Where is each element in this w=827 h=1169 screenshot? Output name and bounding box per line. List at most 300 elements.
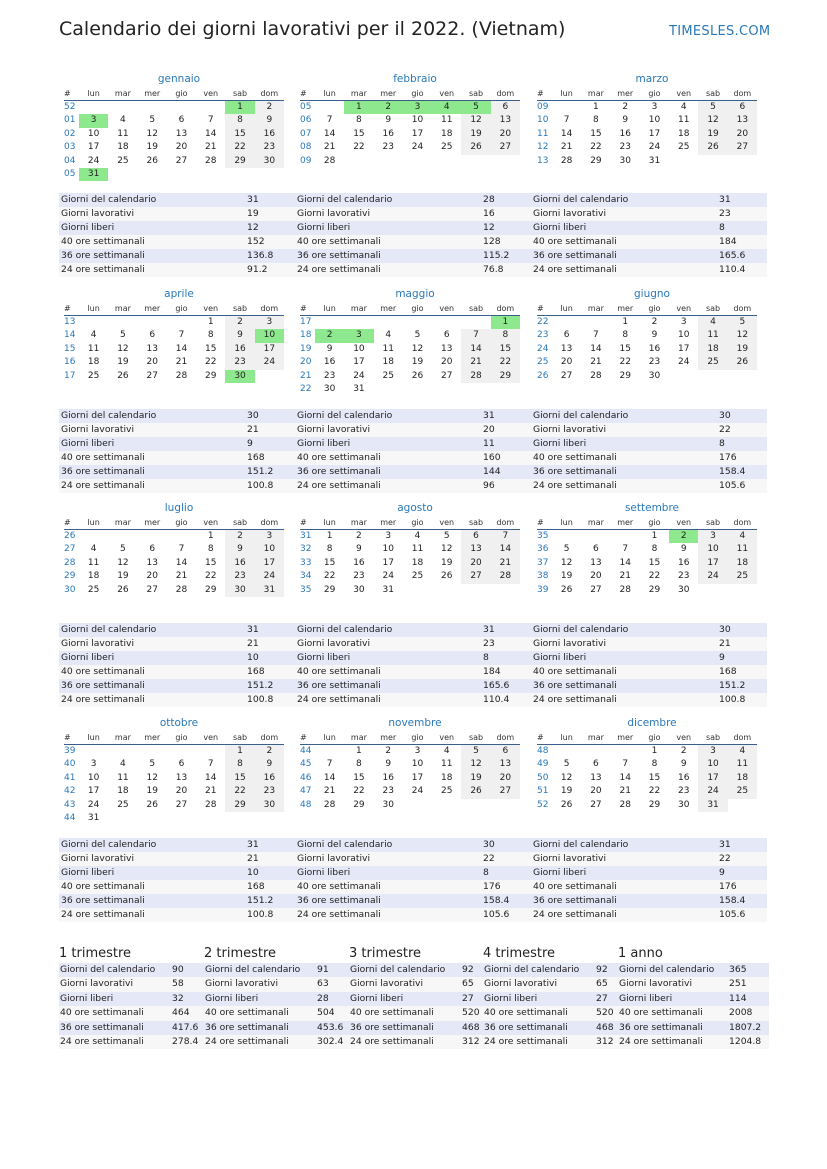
day-cell[interactable]: 17 <box>411 128 424 139</box>
day-cell[interactable]: 22 <box>205 357 217 368</box>
day-cell[interactable]: 25 <box>698 356 727 369</box>
day-cell[interactable]: 10 <box>698 758 727 771</box>
day-cell[interactable]: 2 <box>374 101 403 114</box>
day-cell[interactable]: 5 <box>149 759 156 770</box>
day-cell[interactable]: 29 <box>619 370 631 381</box>
day-cell[interactable]: 12 <box>698 114 727 127</box>
day-cell[interactable]: 13 <box>146 343 158 354</box>
day-cell[interactable]: 1 <box>356 746 362 756</box>
day-cell[interactable]: 4 <box>120 115 126 126</box>
day-cell[interactable]: 6 <box>461 530 490 543</box>
day-cell[interactable]: 8 <box>356 759 362 770</box>
day-cell[interactable]: 20 <box>441 357 453 368</box>
day-cell[interactable]: 9 <box>225 543 254 556</box>
day-cell[interactable]: 8 <box>491 329 520 342</box>
day-cell[interactable]: 2 <box>255 745 284 758</box>
day-cell[interactable]: 20 <box>146 357 158 368</box>
day-cell[interactable]: 27 <box>560 370 573 381</box>
day-cell[interactable]: 6 <box>149 330 156 341</box>
day-cell[interactable]: 15 <box>619 343 631 354</box>
day-cell[interactable]: 7 <box>461 329 490 342</box>
day-cell[interactable]: 20 <box>728 128 757 141</box>
day-cell[interactable]: 15 <box>491 343 520 356</box>
day-cell[interactable]: 28 <box>491 570 520 583</box>
day-cell[interactable]: 15 <box>225 128 254 141</box>
day-cell[interactable]: 12 <box>728 329 757 342</box>
day-cell[interactable]: 27 <box>441 370 453 381</box>
day-cell[interactable]: 11 <box>441 115 453 126</box>
day-cell[interactable]: 18 <box>411 557 424 568</box>
day-cell[interactable]: 10 <box>87 772 100 783</box>
day-cell[interactable]: 20 <box>491 128 520 141</box>
day-cell[interactable]: 21 <box>560 142 573 153</box>
day-cell[interactable]: 17 <box>382 557 394 568</box>
day-cell[interactable]: 22 <box>619 357 631 368</box>
day-cell[interactable]: 9 <box>255 758 284 771</box>
day-cell[interactable]: 5 <box>120 544 126 555</box>
day-cell[interactable]: 31 <box>87 812 100 823</box>
day-cell[interactable]: 23 <box>255 141 284 154</box>
day-cell[interactable]: 22 <box>491 356 520 369</box>
brand-logo[interactable]: TIMESLES.COM <box>669 24 771 39</box>
day-cell[interactable]: 6 <box>593 759 599 770</box>
day-cell[interactable]: 28 <box>175 584 188 595</box>
day-cell[interactable]: 20 <box>491 772 520 785</box>
day-cell[interactable]: 3 <box>698 745 727 758</box>
day-cell[interactable]: 7 <box>563 115 570 126</box>
day-cell[interactable]: 2 <box>680 746 687 756</box>
day-cell[interactable]: 11 <box>117 772 129 783</box>
day-cell[interactable]: 20 <box>590 786 602 797</box>
day-cell[interactable]: 27 <box>146 584 158 595</box>
day-cell[interactable]: 1 <box>622 317 629 327</box>
day-cell[interactable]: 15 <box>648 772 661 783</box>
day-cell[interactable]: 15 <box>205 343 217 354</box>
day-cell[interactable]: 9 <box>680 759 687 770</box>
day-cell[interactable]: 13 <box>560 343 573 354</box>
day-cell[interactable]: 19 <box>560 571 573 582</box>
day-cell[interactable]: 25 <box>117 799 129 810</box>
day-cell[interactable]: 20 <box>175 786 188 797</box>
day-cell[interactable]: 8 <box>356 115 362 126</box>
day-cell[interactable]: 19 <box>461 128 490 141</box>
day-cell[interactable]: 2 <box>622 102 629 112</box>
day-cell[interactable]: 17 <box>87 142 100 153</box>
day-cell[interactable]: 25 <box>382 370 394 381</box>
day-cell[interactable]: 25 <box>411 571 424 582</box>
day-cell[interactable]: 18 <box>728 772 757 785</box>
day-cell[interactable]: 22 <box>353 142 365 153</box>
day-cell[interactable]: 14 <box>323 128 336 139</box>
day-cell[interactable]: 25 <box>441 142 453 153</box>
day-cell[interactable]: 26 <box>441 571 453 582</box>
day-cell[interactable]: 31 <box>79 168 108 181</box>
day-cell[interactable]: 2 <box>356 531 362 541</box>
day-cell[interactable]: 8 <box>593 115 599 126</box>
day-cell[interactable]: 8 <box>225 758 254 771</box>
day-cell[interactable]: 16 <box>619 128 631 139</box>
day-cell[interactable]: 24 <box>411 142 424 153</box>
day-cell[interactable]: 29 <box>590 155 602 166</box>
day-cell[interactable]: 9 <box>356 544 362 555</box>
day-cell[interactable]: 7 <box>593 330 599 341</box>
day-cell[interactable]: 16 <box>648 343 661 354</box>
day-cell[interactable]: 7 <box>178 330 185 341</box>
day-cell[interactable]: 5 <box>120 330 126 341</box>
day-cell[interactable]: 3 <box>90 759 97 770</box>
day-cell[interactable]: 29 <box>323 584 336 595</box>
day-cell[interactable]: 26 <box>728 356 757 369</box>
day-cell[interactable]: 10 <box>87 128 100 139</box>
day-cell[interactable]: 10 <box>648 115 661 126</box>
day-cell[interactable]: 6 <box>728 101 757 114</box>
day-cell[interactable]: 11 <box>87 557 100 568</box>
day-cell[interactable]: 31 <box>353 383 365 394</box>
day-cell[interactable]: 18 <box>441 772 453 783</box>
day-cell[interactable]: 1 <box>207 531 214 541</box>
day-cell[interactable]: 5 <box>443 531 450 541</box>
day-cell[interactable]: 7 <box>326 115 333 126</box>
day-cell[interactable]: 11 <box>411 544 424 555</box>
day-cell[interactable]: 13 <box>728 114 757 127</box>
day-cell[interactable]: 6 <box>563 330 570 341</box>
day-cell[interactable]: 24 <box>87 155 100 166</box>
day-cell[interactable]: 18 <box>441 128 453 139</box>
day-cell[interactable]: 5 <box>698 101 727 114</box>
day-cell[interactable]: 15 <box>225 772 254 785</box>
day-cell[interactable]: 28 <box>323 799 336 810</box>
day-cell[interactable]: 2 <box>255 101 284 114</box>
day-cell[interactable]: 23 <box>678 571 690 582</box>
day-cell[interactable]: 1 <box>344 101 373 114</box>
day-cell[interactable]: 16 <box>382 128 394 139</box>
day-cell[interactable]: 19 <box>117 571 129 582</box>
day-cell[interactable]: 24 <box>698 570 727 583</box>
day-cell[interactable]: 3 <box>680 317 687 327</box>
day-cell[interactable]: 9 <box>385 115 392 126</box>
day-cell[interactable]: 1 <box>651 531 658 541</box>
day-cell[interactable]: 2 <box>225 316 254 329</box>
day-cell[interactable]: 7 <box>207 759 214 770</box>
day-cell[interactable]: 1 <box>326 531 333 541</box>
day-cell[interactable]: 4 <box>120 759 126 770</box>
day-cell[interactable]: 2 <box>315 329 344 342</box>
day-cell[interactable]: 26 <box>146 155 158 166</box>
day-cell[interactable]: 12 <box>560 772 573 783</box>
day-cell[interactable]: 30 <box>619 155 631 166</box>
day-cell[interactable]: 3 <box>255 530 284 543</box>
day-cell[interactable]: 4 <box>385 330 392 341</box>
day-cell[interactable]: 27 <box>491 141 520 154</box>
day-cell[interactable]: 8 <box>651 759 658 770</box>
day-cell[interactable]: 29 <box>205 584 217 595</box>
day-cell[interactable]: 27 <box>175 799 188 810</box>
day-cell[interactable]: 21 <box>175 357 188 368</box>
day-cell[interactable]: 23 <box>382 142 394 153</box>
day-cell[interactable]: 31 <box>698 799 727 812</box>
day-cell[interactable]: 22 <box>648 786 661 797</box>
day-cell[interactable]: 4 <box>443 746 450 756</box>
day-cell[interactable]: 3 <box>403 101 432 114</box>
day-cell[interactable]: 30 <box>255 155 284 168</box>
day-cell[interactable]: 3 <box>414 746 421 756</box>
day-cell[interactable]: 6 <box>149 544 156 555</box>
day-cell[interactable]: 21 <box>619 786 631 797</box>
day-cell[interactable]: 12 <box>461 758 490 771</box>
day-cell[interactable]: 22 <box>353 786 365 797</box>
day-cell[interactable]: 17 <box>255 557 284 570</box>
day-cell[interactable]: 17 <box>678 343 690 354</box>
day-cell[interactable]: 11 <box>728 543 757 556</box>
day-cell[interactable]: 19 <box>117 357 129 368</box>
day-cell[interactable]: 10 <box>411 115 424 126</box>
day-cell[interactable]: 30 <box>382 799 394 810</box>
day-cell[interactable]: 8 <box>225 114 254 127</box>
day-cell[interactable]: 25 <box>728 785 757 798</box>
day-cell[interactable]: 9 <box>326 343 333 354</box>
day-cell[interactable]: 16 <box>255 772 284 785</box>
day-cell[interactable]: 12 <box>146 128 158 139</box>
day-cell[interactable]: 15 <box>590 128 602 139</box>
day-cell[interactable]: 25 <box>728 570 757 583</box>
day-cell[interactable]: 27 <box>461 570 490 583</box>
day-cell[interactable]: 19 <box>146 786 158 797</box>
day-cell[interactable]: 4 <box>698 316 727 329</box>
day-cell[interactable]: 21 <box>491 557 520 570</box>
day-cell[interactable]: 2 <box>651 317 658 327</box>
day-cell[interactable]: 21 <box>323 142 336 153</box>
day-cell[interactable]: 22 <box>323 571 336 582</box>
day-cell[interactable]: 7 <box>207 115 214 126</box>
day-cell[interactable]: 3 <box>79 114 108 127</box>
day-cell[interactable]: 6 <box>491 101 520 114</box>
day-cell[interactable]: 23 <box>225 570 254 583</box>
day-cell[interactable]: 14 <box>175 557 188 568</box>
day-cell[interactable]: 13 <box>590 772 602 783</box>
day-cell[interactable]: 26 <box>560 584 573 595</box>
day-cell[interactable]: 14 <box>205 772 217 783</box>
day-cell[interactable]: 21 <box>205 142 217 153</box>
day-cell[interactable]: 25 <box>87 370 100 381</box>
day-cell[interactable]: 1 <box>225 101 254 114</box>
day-cell[interactable]: 23 <box>648 357 661 368</box>
day-cell[interactable]: 19 <box>411 357 424 368</box>
day-cell[interactable]: 15 <box>353 772 365 783</box>
day-cell[interactable]: 8 <box>207 330 214 341</box>
day-cell[interactable]: 15 <box>353 128 365 139</box>
day-cell[interactable]: 16 <box>382 772 394 783</box>
day-cell[interactable]: 5 <box>414 330 421 341</box>
day-cell[interactable]: 25 <box>678 142 690 153</box>
day-cell[interactable]: 29 <box>648 799 661 810</box>
day-cell[interactable]: 14 <box>619 557 631 568</box>
day-cell[interactable]: 25 <box>441 786 453 797</box>
day-cell[interactable]: 17 <box>255 343 284 356</box>
day-cell[interactable]: 30 <box>255 799 284 812</box>
day-cell[interactable]: 19 <box>698 128 727 141</box>
day-cell[interactable]: 16 <box>225 557 254 570</box>
day-cell[interactable]: 10 <box>255 543 284 556</box>
day-cell[interactable]: 28 <box>323 155 336 166</box>
day-cell[interactable]: 18 <box>698 343 727 356</box>
day-cell[interactable]: 7 <box>622 759 629 770</box>
day-cell[interactable]: 30 <box>678 799 690 810</box>
day-cell[interactable]: 17 <box>411 772 424 783</box>
day-cell[interactable]: 31 <box>255 584 284 597</box>
day-cell[interactable]: 28 <box>619 799 631 810</box>
day-cell[interactable]: 11 <box>441 759 453 770</box>
day-cell[interactable]: 19 <box>146 142 158 153</box>
day-cell[interactable]: 29 <box>353 799 365 810</box>
day-cell[interactable]: 26 <box>117 370 129 381</box>
day-cell[interactable]: 23 <box>619 142 631 153</box>
day-cell[interactable]: 18 <box>87 357 100 368</box>
day-cell[interactable]: 14 <box>175 343 188 354</box>
day-cell[interactable]: 24 <box>255 356 284 369</box>
day-cell[interactable]: 12 <box>560 557 573 568</box>
day-cell[interactable]: 6 <box>443 330 450 341</box>
day-cell[interactable]: 2 <box>225 530 254 543</box>
day-cell[interactable]: 18 <box>117 142 129 153</box>
day-cell[interactable]: 11 <box>678 115 690 126</box>
day-cell[interactable]: 5 <box>461 745 490 758</box>
day-cell[interactable]: 3 <box>651 102 658 112</box>
day-cell[interactable]: 28 <box>205 799 217 810</box>
day-cell[interactable]: 13 <box>175 772 188 783</box>
day-cell[interactable]: 22 <box>225 785 254 798</box>
day-cell[interactable]: 17 <box>87 786 100 797</box>
day-cell[interactable]: 16 <box>678 772 690 783</box>
day-cell[interactable]: 3 <box>698 530 727 543</box>
day-cell[interactable]: 17 <box>353 357 365 368</box>
day-cell[interactable]: 8 <box>207 544 214 555</box>
day-cell[interactable]: 27 <box>491 785 520 798</box>
day-cell[interactable]: 19 <box>560 786 573 797</box>
day-cell[interactable]: 12 <box>117 343 129 354</box>
day-cell[interactable]: 5 <box>149 115 156 126</box>
day-cell[interactable]: 14 <box>619 772 631 783</box>
day-cell[interactable]: 19 <box>728 343 757 356</box>
day-cell[interactable]: 7 <box>491 530 520 543</box>
day-cell[interactable]: 27 <box>146 370 158 381</box>
day-cell[interactable]: 26 <box>560 799 573 810</box>
day-cell[interactable]: 12 <box>411 343 424 354</box>
day-cell[interactable]: 3 <box>385 531 392 541</box>
day-cell[interactable]: 13 <box>441 343 453 354</box>
day-cell[interactable]: 8 <box>622 330 629 341</box>
day-cell[interactable]: 4 <box>414 531 421 541</box>
day-cell[interactable]: 27 <box>728 141 757 154</box>
day-cell[interactable]: 9 <box>651 330 658 341</box>
day-cell[interactable]: 13 <box>461 543 490 556</box>
day-cell[interactable]: 10 <box>382 544 394 555</box>
day-cell[interactable]: 13 <box>175 128 188 139</box>
day-cell[interactable]: 22 <box>205 571 217 582</box>
day-cell[interactable]: 1 <box>593 102 599 112</box>
day-cell[interactable]: 27 <box>590 799 602 810</box>
day-cell[interactable]: 28 <box>590 370 602 381</box>
day-cell[interactable]: 13 <box>590 557 602 568</box>
day-cell[interactable]: 10 <box>411 759 424 770</box>
day-cell[interactable]: 14 <box>323 772 336 783</box>
day-cell[interactable]: 4 <box>728 745 757 758</box>
day-cell[interactable]: 4 <box>432 101 461 114</box>
day-cell[interactable]: 3 <box>255 316 284 329</box>
day-cell[interactable]: 9 <box>225 329 254 342</box>
day-cell[interactable]: 6 <box>178 759 185 770</box>
day-cell[interactable]: 5 <box>563 544 570 555</box>
day-cell[interactable]: 8 <box>651 544 658 555</box>
day-cell[interactable]: 7 <box>622 544 629 555</box>
day-cell[interactable]: 19 <box>441 557 453 568</box>
day-cell[interactable]: 28 <box>560 155 573 166</box>
day-cell[interactable]: 26 <box>461 141 490 154</box>
day-cell[interactable]: 31 <box>382 584 394 595</box>
day-cell[interactable]: 6 <box>593 544 599 555</box>
day-cell[interactable]: 23 <box>353 571 365 582</box>
day-cell[interactable]: 30 <box>323 383 336 394</box>
day-cell[interactable]: 18 <box>117 786 129 797</box>
day-cell[interactable]: 24 <box>678 357 690 368</box>
day-cell[interactable]: 15 <box>205 557 217 568</box>
day-cell[interactable]: 29 <box>225 155 254 168</box>
day-cell[interactable]: 4 <box>680 102 687 112</box>
day-cell[interactable]: 12 <box>461 114 490 127</box>
day-cell[interactable]: 18 <box>728 557 757 570</box>
day-cell[interactable]: 27 <box>175 155 188 166</box>
day-cell[interactable]: 24 <box>648 142 661 153</box>
day-cell[interactable]: 14 <box>491 543 520 556</box>
day-cell[interactable]: 23 <box>382 786 394 797</box>
day-cell[interactable]: 18 <box>87 571 100 582</box>
day-cell[interactable]: 13 <box>146 557 158 568</box>
day-cell[interactable]: 29 <box>491 370 520 383</box>
day-cell[interactable]: 12 <box>146 772 158 783</box>
day-cell[interactable]: 10 <box>353 343 365 354</box>
day-cell[interactable]: 16 <box>255 128 284 141</box>
day-cell[interactable]: 1 <box>491 316 520 329</box>
day-cell[interactable]: 11 <box>87 343 100 354</box>
day-cell[interactable]: 15 <box>323 557 336 568</box>
day-cell[interactable]: 4 <box>90 544 97 555</box>
day-cell[interactable]: 9 <box>255 114 284 127</box>
day-cell[interactable]: 9 <box>385 759 392 770</box>
day-cell[interactable]: 24 <box>255 570 284 583</box>
day-cell[interactable]: 30 <box>678 584 690 595</box>
day-cell[interactable]: 27 <box>590 584 602 595</box>
day-cell[interactable]: 30 <box>225 370 254 383</box>
day-cell[interactable]: 5 <box>728 316 757 329</box>
day-cell[interactable]: 29 <box>648 584 661 595</box>
day-cell[interactable]: 28 <box>619 584 631 595</box>
day-cell[interactable]: 20 <box>560 357 573 368</box>
day-cell[interactable]: 10 <box>255 329 284 342</box>
day-cell[interactable]: 14 <box>590 343 602 354</box>
day-cell[interactable]: 21 <box>323 786 336 797</box>
day-cell[interactable]: 28 <box>205 155 217 166</box>
day-cell[interactable]: 20 <box>461 557 490 570</box>
day-cell[interactable]: 22 <box>590 142 602 153</box>
day-cell[interactable]: 16 <box>323 357 336 368</box>
day-cell[interactable]: 26 <box>146 799 158 810</box>
day-cell[interactable]: 23 <box>255 785 284 798</box>
day-cell[interactable]: 23 <box>678 786 690 797</box>
day-cell[interactable]: 25 <box>117 155 129 166</box>
day-cell[interactable]: 11 <box>117 128 129 139</box>
day-cell[interactable]: 22 <box>648 571 661 582</box>
day-cell[interactable]: 14 <box>461 343 490 356</box>
day-cell[interactable]: 17 <box>698 557 727 570</box>
